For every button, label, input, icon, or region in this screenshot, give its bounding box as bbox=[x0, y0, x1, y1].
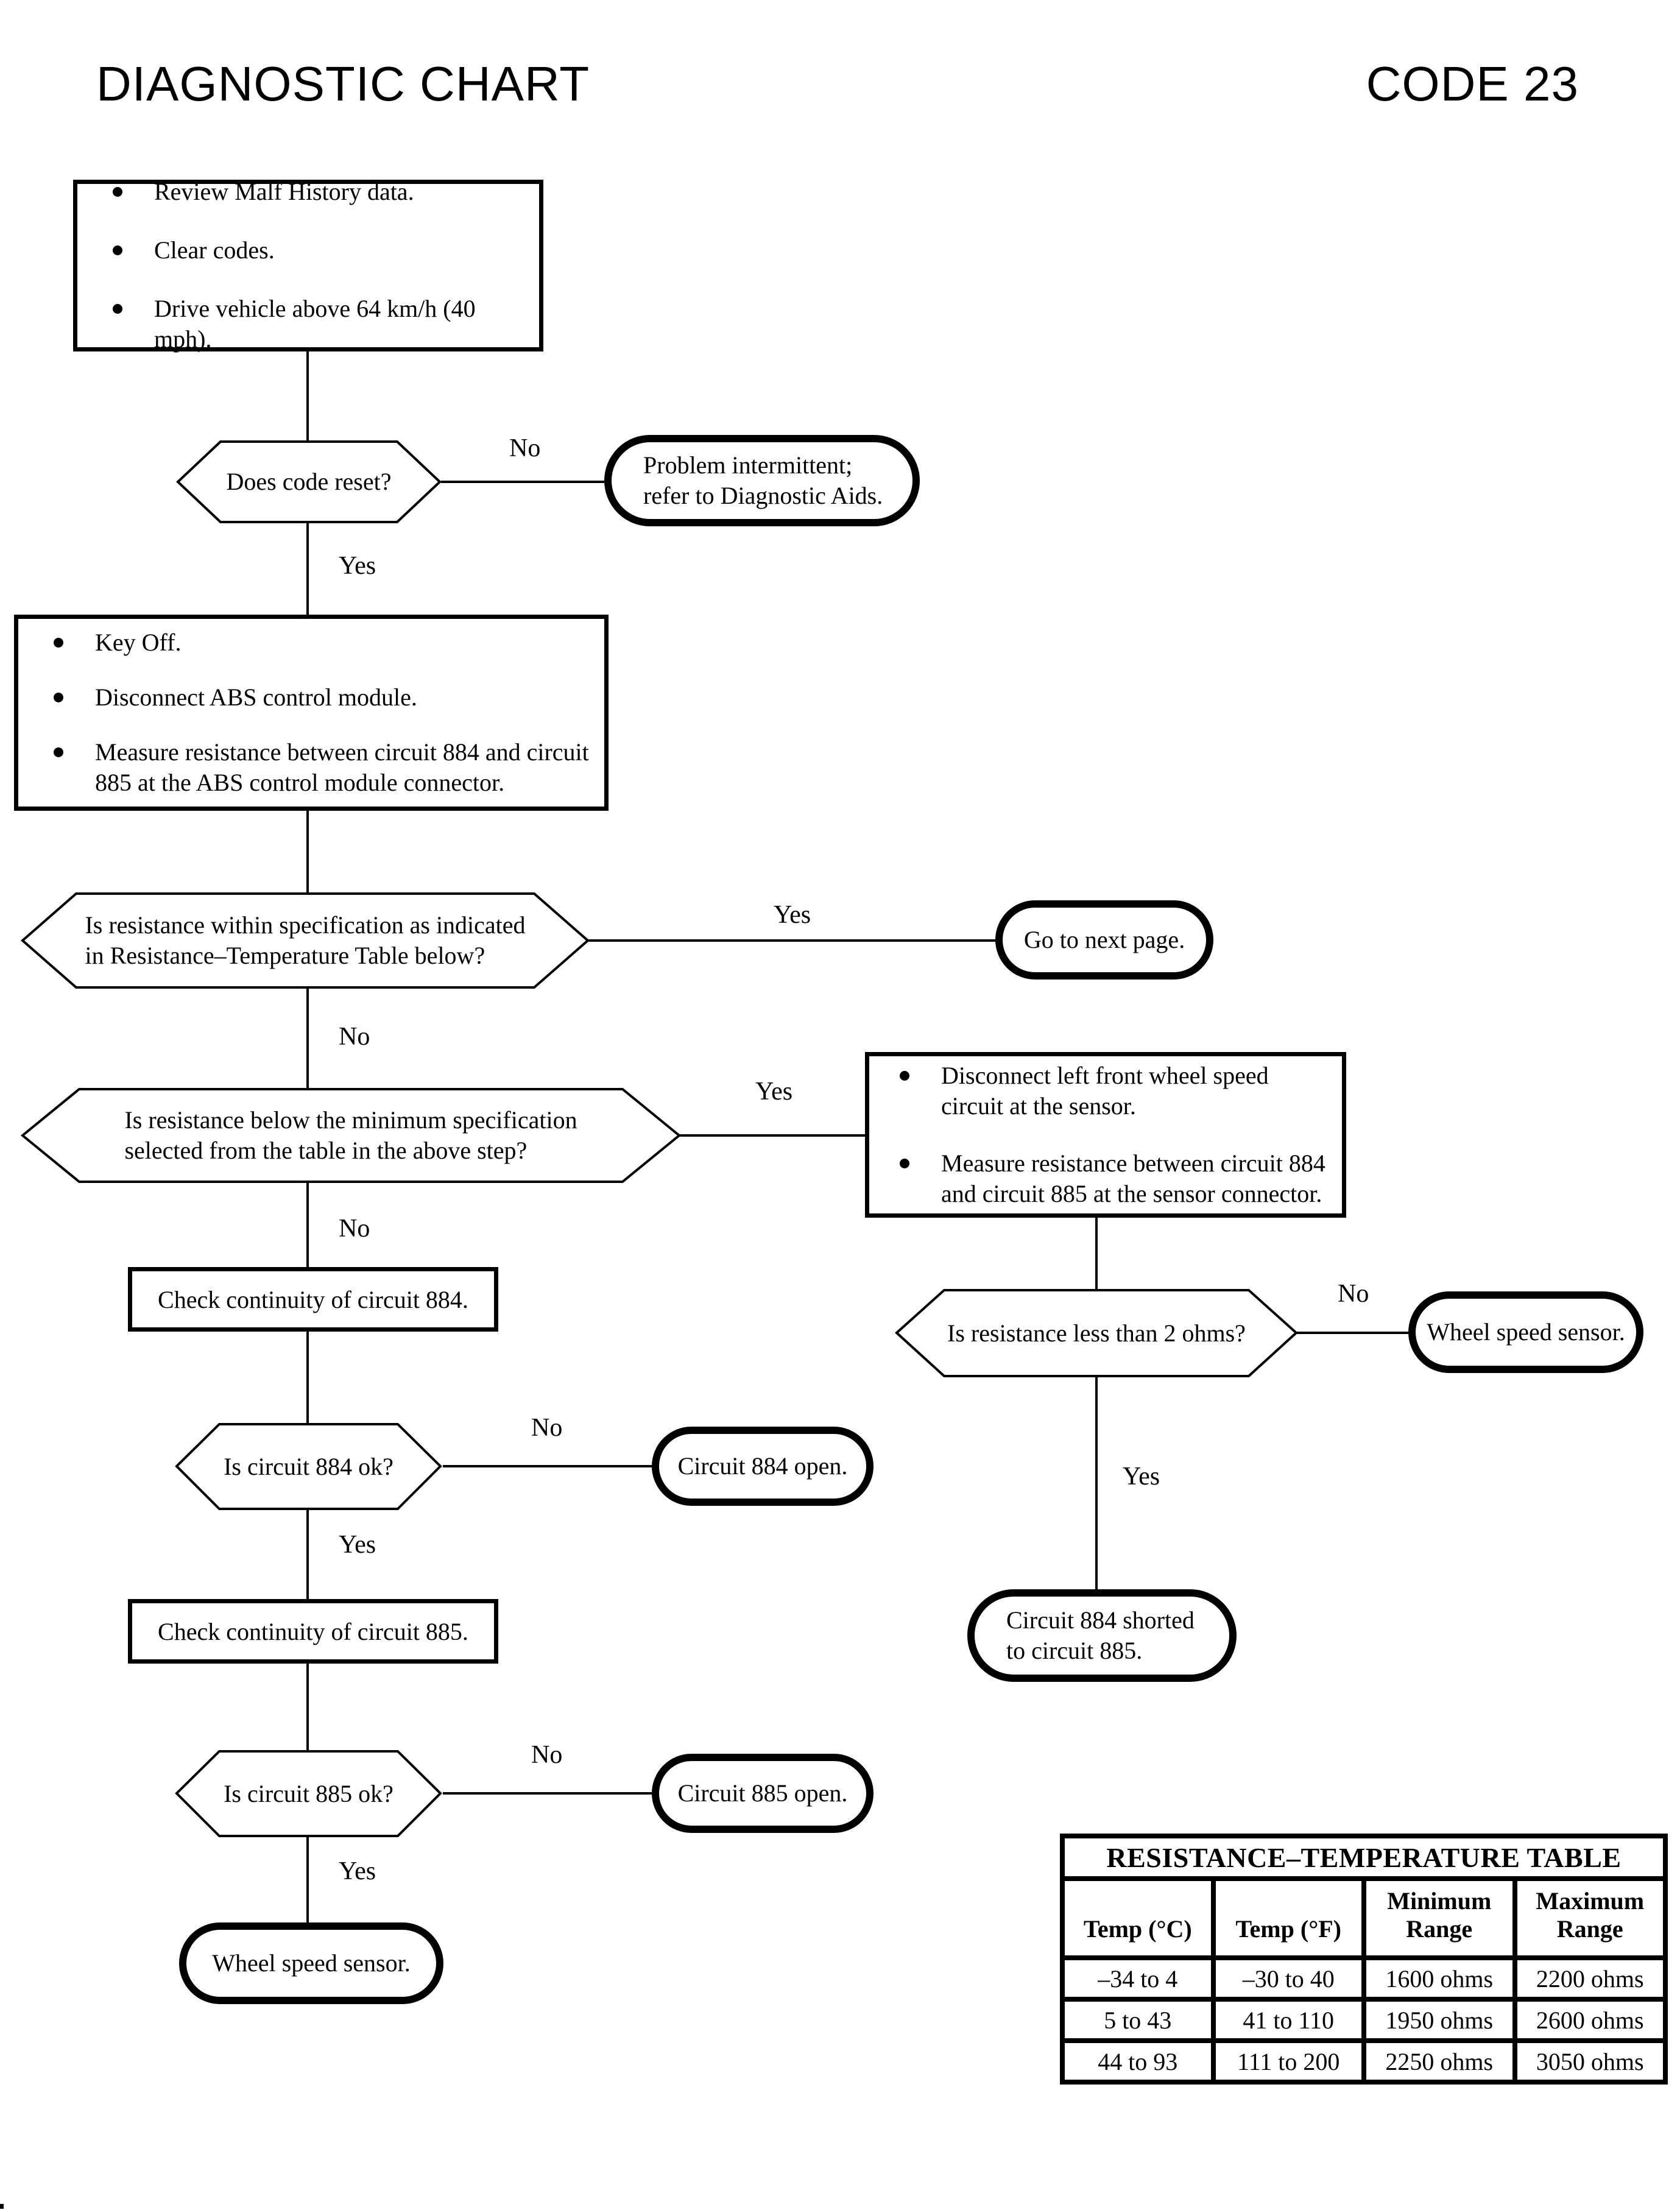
decision-text: Does code reset? bbox=[226, 468, 392, 495]
connector-line bbox=[306, 1183, 309, 1267]
edge-label-no: No bbox=[1338, 1280, 1369, 1308]
connector-line bbox=[443, 1792, 652, 1795]
decision-884-ok bbox=[175, 1423, 442, 1510]
scan-artifact bbox=[0, 2204, 4, 2209]
list-item-text: and circuit 885 at the sensor connector. bbox=[941, 1180, 1322, 1207]
bullet-icon bbox=[54, 693, 63, 702]
cell-max: 2600 ohms bbox=[1515, 1999, 1666, 2041]
cell-temp-c: –34 to 4 bbox=[1062, 1958, 1213, 1999]
terminal-884-shorted bbox=[967, 1589, 1237, 1682]
table-row bbox=[1062, 1958, 1665, 1999]
col-header-temp-c: Temp (°C) bbox=[1062, 1879, 1213, 1958]
edge-label-yes: Yes bbox=[339, 1857, 376, 1885]
step-disconnect-sensor-box bbox=[865, 1052, 1346, 1218]
action-check-884-box bbox=[128, 1267, 498, 1332]
terminal-885-open bbox=[652, 1754, 874, 1833]
decision-text: Is resistance within specification as indicated bbox=[85, 911, 526, 939]
list-item-text: Key Off. bbox=[95, 629, 182, 656]
decision-text: Is resistance below the minimum specification bbox=[124, 1106, 577, 1134]
cell-temp-c: 5 to 43 bbox=[1062, 1999, 1213, 2041]
decision-885-ok bbox=[175, 1750, 442, 1837]
edge-label-yes: Yes bbox=[774, 901, 811, 929]
list-item-text: Measure resistance between circuit 884 bbox=[941, 1149, 1325, 1177]
decision-text: Is circuit 885 ok? bbox=[224, 1779, 394, 1807]
connector-line bbox=[306, 523, 309, 615]
connector-line bbox=[443, 1465, 652, 1467]
connector-line bbox=[441, 481, 604, 483]
connector-line bbox=[679, 1134, 865, 1137]
bullet-icon bbox=[113, 304, 122, 314]
decision-text: selected from the table in the above step? bbox=[124, 1137, 528, 1164]
decision-below-minimum bbox=[21, 1088, 680, 1183]
col-header-min-range: Minimum Range bbox=[1364, 1879, 1515, 1958]
connector-line bbox=[306, 1510, 309, 1599]
cell-temp-c: 44 to 93 bbox=[1062, 2041, 1213, 2082]
edge-label-yes: Yes bbox=[755, 1078, 793, 1106]
connector-line bbox=[306, 989, 309, 1088]
list-item-text: Measure resistance between circuit 884 and circuit bbox=[95, 738, 589, 766]
terminal-text: refer to Diagnostic Aids. bbox=[643, 482, 883, 509]
step-review-history-box bbox=[73, 180, 543, 351]
edge-label-yes: Yes bbox=[1123, 1463, 1160, 1491]
terminal-text: Circuit 884 open. bbox=[677, 1452, 848, 1480]
page-title: DIAGNOSTIC CHART bbox=[96, 57, 590, 111]
edge-label-no: No bbox=[339, 1215, 370, 1243]
bullet-icon bbox=[54, 747, 63, 757]
table-title: RESISTANCE–TEMPERATURE TABLE bbox=[1062, 1836, 1665, 1879]
connector-line bbox=[1296, 1332, 1408, 1334]
bullet-icon bbox=[900, 1071, 909, 1081]
list-item bbox=[113, 235, 539, 266]
cell-temp-f: –30 to 40 bbox=[1213, 1958, 1364, 1999]
terminal-text: Problem intermittent; bbox=[643, 451, 853, 479]
decision-text: Is circuit 884 ok? bbox=[224, 1452, 394, 1480]
action-text: Check continuity of circuit 884. bbox=[158, 1285, 468, 1313]
connector-line bbox=[306, 1664, 309, 1750]
edge-label-yes: Yes bbox=[339, 1531, 376, 1559]
terminal-next-page bbox=[995, 900, 1213, 980]
edge-label-no: No bbox=[531, 1414, 563, 1442]
edge-label-no: No bbox=[531, 1741, 563, 1769]
resistance-temperature-table bbox=[1060, 1834, 1668, 2085]
list-item-text: Clear codes. bbox=[154, 236, 275, 264]
code-number: CODE 23 bbox=[1366, 57, 1579, 111]
connector-line bbox=[1095, 1218, 1098, 1289]
connector-line bbox=[306, 1332, 309, 1423]
cell-min: 1600 ohms bbox=[1364, 1958, 1515, 1999]
connector-line bbox=[1095, 1377, 1098, 1589]
terminal-wheel-speed-sensor-bottom bbox=[179, 1922, 443, 2004]
cell-max: 3050 ohms bbox=[1515, 2041, 1666, 2082]
list-item-text: Drive vehicle above 64 km/h (40 mph). bbox=[154, 295, 476, 353]
connector-line bbox=[306, 1837, 309, 1922]
cell-min: 2250 ohms bbox=[1364, 2041, 1515, 2082]
terminal-text: to circuit 885. bbox=[1006, 1637, 1143, 1664]
bullet-icon bbox=[113, 245, 122, 255]
decision-code-reset bbox=[177, 440, 441, 523]
decision-resistance-within-spec bbox=[21, 892, 589, 989]
col-header-max-range: Maximum Range bbox=[1515, 1879, 1666, 1958]
connector-line bbox=[588, 939, 995, 942]
decision-text: Is resistance less than 2 ohms? bbox=[947, 1319, 1246, 1347]
terminal-text: Circuit 884 shorted bbox=[1006, 1606, 1195, 1634]
list-item bbox=[54, 737, 604, 798]
bullet-icon bbox=[113, 187, 122, 197]
list-item bbox=[900, 1148, 1342, 1209]
list-item-text: circuit at the sensor. bbox=[941, 1092, 1136, 1120]
action-text: Check continuity of circuit 885. bbox=[158, 1617, 468, 1645]
list-item bbox=[54, 682, 604, 713]
list-item-text: Review Malf History data. bbox=[154, 178, 414, 205]
list-item bbox=[54, 627, 604, 658]
terminal-wheel-speed-sensor-right bbox=[1408, 1291, 1643, 1373]
list-item bbox=[113, 177, 539, 207]
col-header-temp-f: Temp (°F) bbox=[1213, 1879, 1364, 1958]
table-row bbox=[1062, 2041, 1665, 2082]
action-check-885-box bbox=[128, 1599, 498, 1664]
list-item-text: 885 at the ABS control module connector. bbox=[95, 769, 505, 796]
list-item-text: Disconnect left front wheel speed bbox=[941, 1062, 1269, 1089]
edge-label-yes: Yes bbox=[339, 552, 376, 580]
connector-line bbox=[306, 811, 309, 892]
edge-label-no: No bbox=[339, 1023, 370, 1051]
step-key-off-box bbox=[14, 615, 609, 811]
cell-max: 2200 ohms bbox=[1515, 1958, 1666, 1999]
cell-temp-f: 41 to 110 bbox=[1213, 1999, 1364, 2041]
bullet-icon bbox=[900, 1159, 909, 1168]
terminal-884-open bbox=[652, 1427, 874, 1506]
list-item-text: Disconnect ABS control module. bbox=[95, 683, 417, 711]
list-item bbox=[900, 1061, 1342, 1121]
decision-less-than-2-ohms bbox=[895, 1289, 1297, 1377]
connector-line bbox=[306, 351, 309, 440]
terminal-text: Wheel speed sensor. bbox=[212, 1949, 411, 1977]
terminal-problem-intermittent bbox=[604, 435, 920, 526]
terminal-text: Wheel speed sensor. bbox=[1427, 1318, 1625, 1346]
cell-min: 1950 ohms bbox=[1364, 1999, 1515, 2041]
cell-temp-f: 111 to 200 bbox=[1213, 2041, 1364, 2082]
terminal-text: Go to next page. bbox=[1023, 926, 1185, 953]
table-row bbox=[1062, 1999, 1665, 2041]
edge-label-no: No bbox=[509, 434, 541, 462]
terminal-text: Circuit 885 open. bbox=[677, 1779, 848, 1807]
list-item bbox=[113, 294, 539, 355]
decision-text: in Resistance–Temperature Table below? bbox=[85, 942, 485, 969]
bullet-icon bbox=[54, 638, 63, 648]
